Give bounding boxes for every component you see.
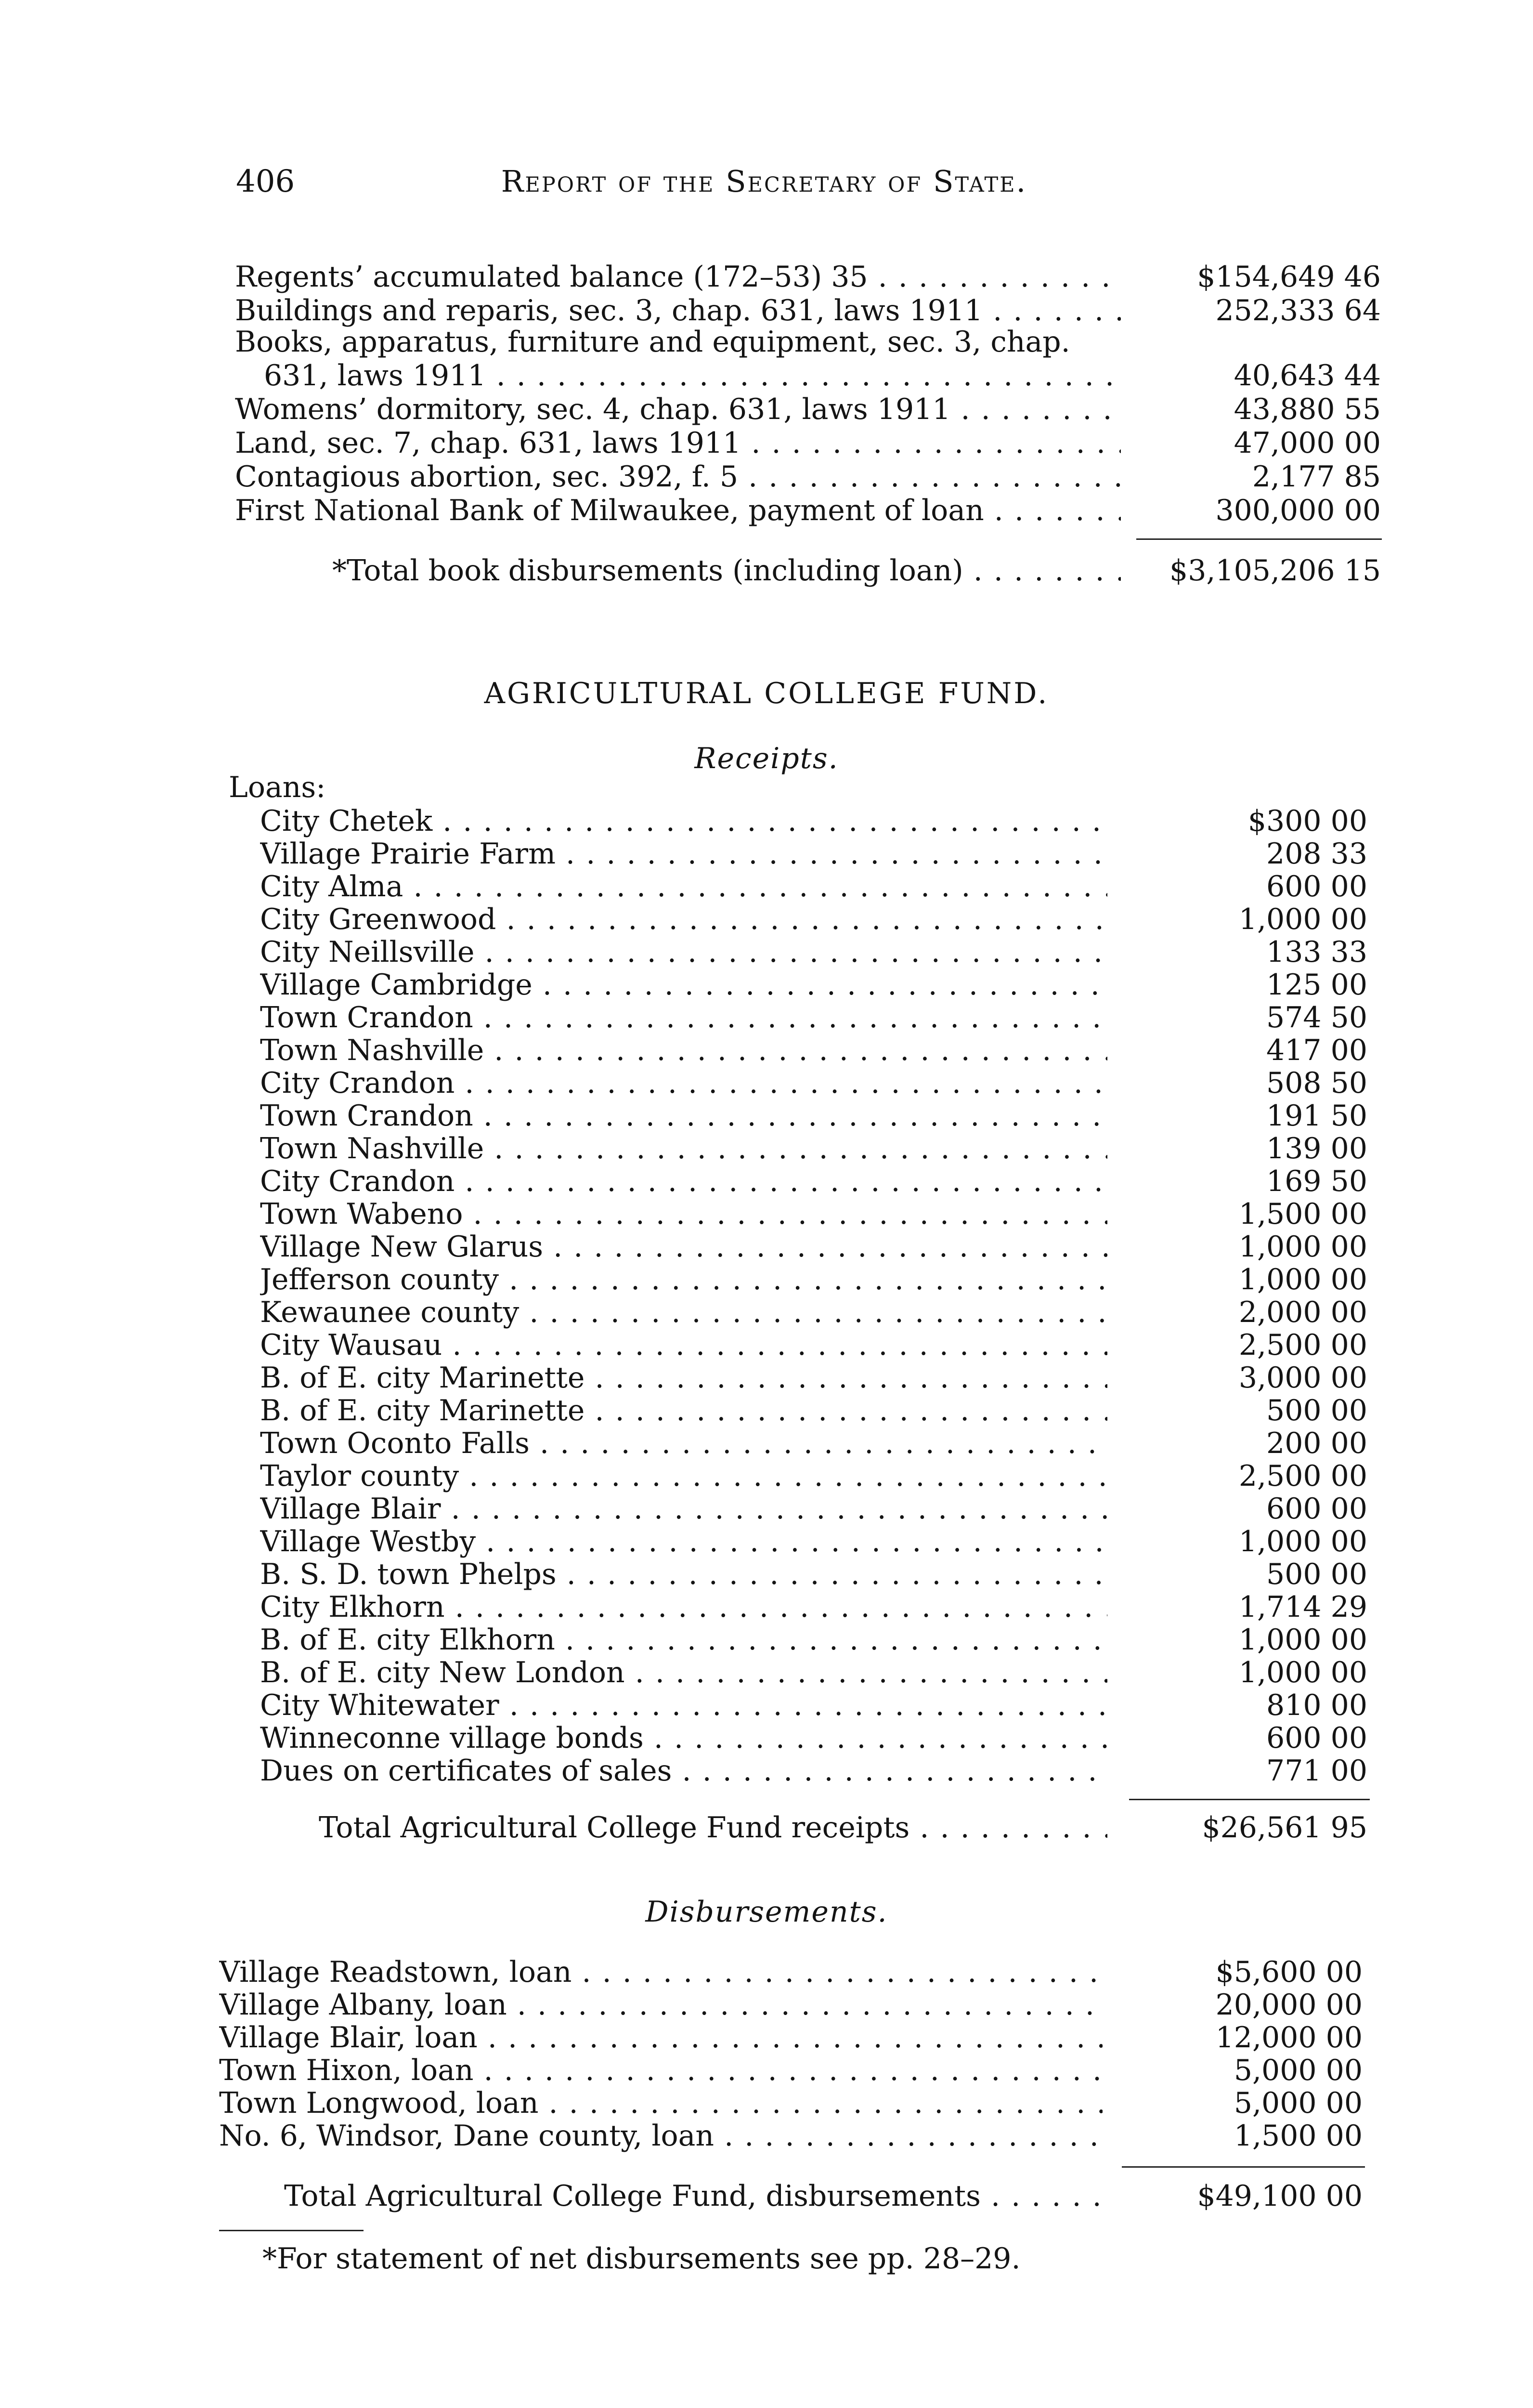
entry-label: Town Oconto Falls . . . <box>260 1426 1107 1460</box>
entry-label: B. of E. city New London . . . <box>260 1656 1107 1689</box>
entry-label: City Crandon . . . <box>260 1165 1107 1198</box>
entry-amount: 133 33 <box>1266 935 1367 969</box>
ledger-row <box>260 804 1367 838</box>
entry-label: Town Wabeno . . . <box>260 1197 1107 1231</box>
total-row <box>332 554 1381 588</box>
entry-label: Village Readstown, loan . . . <box>219 1955 1103 1989</box>
entry-label: City Neillsville . . . <box>260 935 1107 969</box>
entry-amount: 600 00 <box>1266 1492 1367 1526</box>
ledger-row <box>219 2021 1363 2055</box>
entry-amount: 508 50 <box>1266 1066 1367 1100</box>
ledger-row <box>260 1296 1367 1329</box>
footnote: *For statement of net disbursements see pp. 28–29. <box>262 2242 1021 2276</box>
ledger-row <box>260 1590 1367 1624</box>
ledger-row <box>260 1754 1367 1788</box>
ledger-row <box>264 359 1381 393</box>
entry-amount: 3,000 00 <box>1238 1361 1367 1395</box>
entry-label: Town Nashville . . . <box>260 1034 1107 1067</box>
entry-label: Village Westby . . . <box>260 1525 1107 1558</box>
entry-amount: 2,500 00 <box>1238 1328 1367 1362</box>
loans-label: Loans: <box>229 771 326 804</box>
ledger-row <box>219 2086 1363 2120</box>
entry-amount: 300,000 00 <box>1215 494 1381 527</box>
entry-label: Land, sec. 7, chap. 631, laws 1911 . . . <box>235 426 1121 460</box>
ledger-row <box>235 426 1381 460</box>
ledger-row <box>260 1394 1367 1427</box>
entry-amount: 208 33 <box>1266 837 1367 871</box>
ledger-row <box>260 1165 1367 1198</box>
entry-amount: 200 00 <box>1266 1426 1367 1460</box>
entry-amount: 47,000 00 <box>1234 426 1381 460</box>
ledger-row <box>260 1034 1367 1067</box>
entry-label: Contagious abortion, sec. 392, f. 5 . . . <box>235 460 1121 494</box>
footnote-rule <box>219 2230 364 2231</box>
entry-amount: 12,000 00 <box>1215 2021 1363 2055</box>
entry-amount: 500 00 <box>1266 1394 1367 1427</box>
entry-label: No. 6, Windsor, Dane county, loan . . . <box>219 2119 1103 2153</box>
entry-label: Town Crandon . . . <box>260 1001 1107 1034</box>
entry-amount: 574 50 <box>1266 1001 1367 1034</box>
entry-amount: 1,000 00 <box>1238 1263 1367 1296</box>
ledger-row <box>260 1066 1367 1100</box>
total-label: Total Agricultural College Fund receipts . . . <box>319 1811 1107 1845</box>
total-rule <box>1129 1799 1370 1800</box>
entry-label: Town Nashville . . . <box>260 1132 1107 1165</box>
entry-amount: 500 00 <box>1266 1557 1367 1591</box>
entry-label: Town Hixon, loan . . . <box>219 2054 1103 2087</box>
ledger-row <box>260 1557 1367 1591</box>
entry-amount: 43,880 55 <box>1234 393 1381 426</box>
ledger-row <box>260 1656 1367 1689</box>
total-row <box>284 2179 1363 2213</box>
total-amount: $49,100 00 <box>1197 2179 1363 2213</box>
entry-amount: 1,000 00 <box>1238 903 1367 936</box>
entry-amount: 5,000 00 <box>1234 2086 1363 2120</box>
ledger-row <box>235 294 1381 327</box>
total-rule <box>1122 2166 1365 2168</box>
entry-amount: 139 00 <box>1266 1132 1367 1165</box>
entry-label: B. of E. city Marinette . . . <box>260 1394 1107 1427</box>
entry-label: Regents’ accumulated balance (172–53) 35 . . . <box>235 260 1121 294</box>
entry-label: City Whitewater . . . <box>260 1688 1107 1722</box>
entry-amount: 1,000 00 <box>1238 1525 1367 1558</box>
ledger-row <box>260 1263 1367 1296</box>
entry-label: B. of E. city Elkhorn . . . <box>260 1623 1107 1657</box>
total-row <box>319 1811 1367 1845</box>
entry-amount: 5,000 00 <box>1234 2054 1363 2087</box>
ledger-row <box>260 1197 1367 1231</box>
entry-amount: 1,500 00 <box>1238 1197 1367 1231</box>
page-header <box>236 164 1292 207</box>
entry-amount: 771 00 <box>1266 1754 1367 1788</box>
ledger-row <box>260 1721 1367 1755</box>
ledger-row <box>260 870 1367 903</box>
entry-label: City Elkhorn . . . <box>260 1590 1107 1624</box>
entry-amount: 1,000 00 <box>1238 1230 1367 1264</box>
entry-amount: 2,500 00 <box>1238 1459 1367 1493</box>
entry-label: City Wausau . . . <box>260 1328 1107 1362</box>
ledger-row <box>260 1132 1367 1165</box>
entry-label: 631, laws 1911 . . . <box>264 359 1121 393</box>
ledger-row <box>235 494 1381 527</box>
entry-label: Dues on certificates of sales . . . <box>260 1754 1107 1788</box>
entry-amount: 2,000 00 <box>1238 1296 1367 1329</box>
total-amount: $26,561 95 <box>1202 1811 1367 1845</box>
entry-amount: 600 00 <box>1266 870 1367 903</box>
entry-label: Village Cambridge . . . <box>260 968 1107 1002</box>
entry-label: Taylor county . . . <box>260 1459 1107 1493</box>
ledger-row <box>260 1688 1367 1722</box>
ledger-row <box>219 1988 1363 2022</box>
entry-amount: 191 50 <box>1266 1099 1367 1133</box>
entry-amount: $5,600 00 <box>1215 1955 1363 1989</box>
entry-label: Town Longwood, loan . . . <box>219 2086 1103 2120</box>
ledger-row <box>260 1230 1367 1264</box>
entry-label: Kewaunee county . . . <box>260 1296 1107 1329</box>
entry-label: B. of E. city Marinette . . . <box>260 1361 1107 1395</box>
entry-label: First National Bank of Milwaukee, payment of loan . . . <box>235 494 1121 527</box>
ledger-row <box>219 2054 1363 2087</box>
entry-amount: 20,000 00 <box>1215 1988 1363 2022</box>
ledger-row <box>219 2119 1363 2153</box>
entry-label: Winneconne village bonds . . . <box>260 1721 1107 1755</box>
ledger-row <box>260 1328 1367 1362</box>
ledger-row <box>260 1001 1367 1034</box>
entry-label: Town Crandon . . . <box>260 1099 1107 1133</box>
entry-amount: 1,000 00 <box>1238 1656 1367 1689</box>
entry-amount: 169 50 <box>1266 1165 1367 1198</box>
entry-label: City Chetek . . . <box>260 804 1107 838</box>
ledger-row <box>260 1525 1367 1558</box>
ledger-row <box>260 1099 1367 1133</box>
entry-label: Village Blair, loan . . . <box>219 2021 1103 2055</box>
entry-amount: $300 00 <box>1247 804 1367 838</box>
entry-label: Village Prairie Farm . . . <box>260 837 1107 871</box>
entry-label: City Greenwood . . . <box>260 903 1107 936</box>
entry-amount: 1,714 29 <box>1238 1590 1367 1624</box>
entry-label: Womens’ dormitory, sec. 4, chap. 631, laws 1911 . . . <box>235 393 1121 426</box>
entry-label-continued: Books, apparatus, furniture and equipment, sec. 3, chap. <box>235 325 1070 359</box>
entry-amount: 600 00 <box>1266 1721 1367 1755</box>
receipts-subtitle: Receipts. <box>694 742 839 775</box>
ledger-row <box>260 1459 1367 1493</box>
entry-label: Village New Glarus . . . <box>260 1230 1107 1264</box>
section-title: AGRICULTURAL COLLEGE FUND. <box>484 677 1049 710</box>
ledger-row <box>260 935 1367 969</box>
ledger-row <box>260 1492 1367 1526</box>
entry-amount: 2,177 85 <box>1252 460 1381 494</box>
ledger-row <box>235 393 1381 426</box>
entry-amount: 40,643 44 <box>1234 359 1381 393</box>
running-head: Report of the Secretary of State. <box>501 164 1027 199</box>
entry-label: Village Albany, loan . . . <box>219 1988 1103 2022</box>
ledger-row <box>260 837 1367 871</box>
entry-label: Buildings and reparis, sec. 3, chap. 631, laws 1911 . . . <box>235 294 1121 327</box>
ledger-row <box>260 1361 1367 1395</box>
entry-label: Jefferson county . . . <box>260 1263 1107 1296</box>
entry-amount: 1,500 00 <box>1234 2119 1363 2153</box>
entry-amount: 810 00 <box>1266 1688 1367 1722</box>
total-rule <box>1136 538 1382 540</box>
ledger-row <box>260 1426 1367 1460</box>
ledger-row <box>260 903 1367 936</box>
page-number: 406 <box>236 164 295 199</box>
total-label: Total Agricultural College Fund, disbursements . . . <box>284 2179 1103 2213</box>
entry-amount: 417 00 <box>1266 1034 1367 1067</box>
ledger-row <box>235 460 1381 494</box>
entry-amount: 125 00 <box>1266 968 1367 1002</box>
ledger-row <box>260 1623 1367 1657</box>
entry-amount: $154,649 46 <box>1197 260 1381 294</box>
entry-label: City Alma . . . <box>260 870 1107 903</box>
entry-amount: 1,000 00 <box>1238 1623 1367 1657</box>
total-amount: $3,105,206 15 <box>1169 554 1381 588</box>
entry-label: B. S. D. town Phelps . . . <box>260 1557 1107 1591</box>
ledger-row <box>219 1955 1363 1989</box>
ledger-row <box>235 260 1381 294</box>
disbursements-subtitle: Disbursements. <box>645 1895 888 1929</box>
total-label: *Total book disbursements (including loan) . . . <box>332 554 1121 588</box>
entry-amount: 252,333 64 <box>1215 294 1381 327</box>
entry-label: City Crandon . . . <box>260 1066 1107 1100</box>
ledger-row <box>260 968 1367 1002</box>
entry-label: Village Blair . . . <box>260 1492 1107 1526</box>
